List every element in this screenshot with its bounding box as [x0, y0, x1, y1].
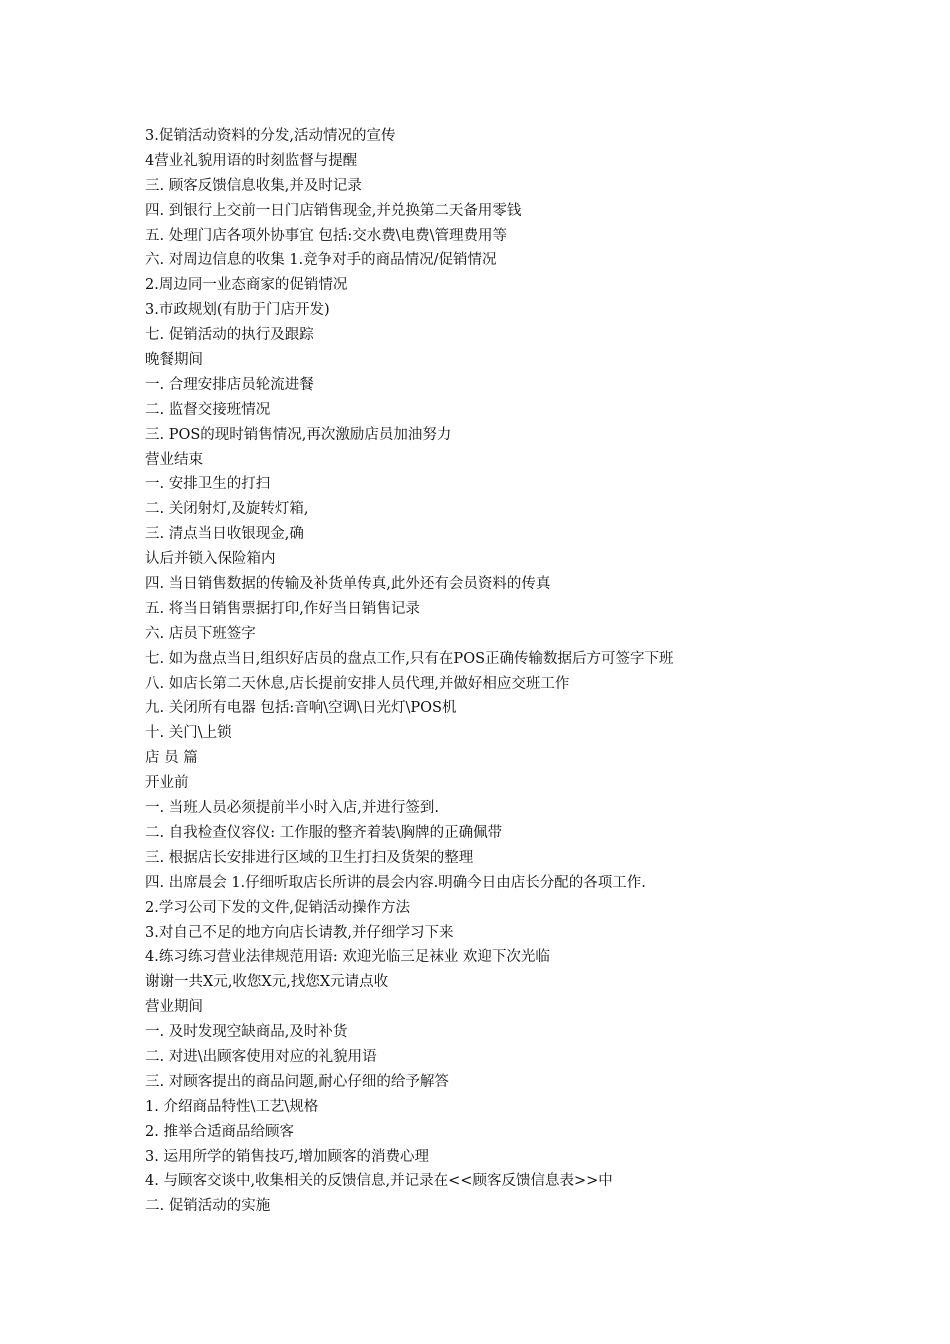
text-line: 二. 自我检查仪容仪: 工作服的整齐着装\胸牌的正确佩带: [145, 824, 503, 841]
text-line: 三. POS的现时销售情况,再次激励店员加油努力: [145, 426, 452, 443]
text-line: 五. 将当日销售票据打印,作好当日销售记录: [145, 600, 420, 617]
text-line: 三. 清点当日收银现金,确: [145, 526, 304, 543]
text-line: 九. 关闭所有电器 包括:音响\空调\日光灯\POS机: [145, 700, 457, 717]
text-line: 八. 如店长第二天休息,店长提前安排人员代理,并做好相应交班工作: [145, 675, 570, 692]
text-line: 3.促销活动资料的分发,活动情况的宣传: [145, 128, 396, 144]
text-line: 六. 店员下班签字: [145, 625, 256, 642]
text-line: 二. 关闭射灯,及旋转灯箱,: [145, 501, 309, 518]
text-line: 3.对自己不足的地方向店长请教,并仔细学习下来: [145, 924, 454, 941]
text-line: 1. 介绍商品特性\工艺\规格: [145, 1098, 319, 1115]
text-line: 三. 根据店长安排进行区域的卫生打扫及货架的整理: [145, 849, 474, 866]
section-heading: 晚餐期间: [145, 352, 203, 369]
text-line: 一. 安排卫生的打扫: [145, 476, 271, 493]
text-line: 4.练习练习营业法律规范用语: 欢迎光临三足袜业 欢迎下次光临: [145, 949, 550, 966]
chapter-heading: 店 员 篇: [145, 750, 198, 767]
text-line: 七. 促销活动的执行及跟踪: [145, 327, 314, 344]
text-line: 四. 当日销售数据的传输及补货单传真,此外还有会员资料的传真: [145, 576, 551, 593]
text-line: 四. 到银行上交前一日门店销售现金,并兑换第二天备用零钱: [145, 202, 522, 219]
text-line: 3. 运用所学的销售技巧,增加顾客的消费心理: [145, 1148, 430, 1165]
text-line: 3.市政规划(有肋于门店开发): [145, 302, 330, 319]
text-line: 2.学习公司下发的文件,促销活动操作方法: [145, 899, 410, 916]
text-line: 一. 合理安排店员轮流进餐: [145, 376, 314, 393]
section-heading: 开业前: [145, 775, 189, 792]
text-line: 三. 顾客反馈信息收集,并及时记录: [145, 177, 362, 194]
text-line: 二. 促销活动的实施: [145, 1198, 271, 1215]
text-line: 二. 监督交接班情况: [145, 401, 271, 418]
text-line: 二. 对进\出顾客使用对应的礼貌用语: [145, 1048, 377, 1065]
text-line: 一. 及时发现空缺商品,及时补货: [145, 1024, 348, 1041]
text-line: 七. 如为盘点当日,组织好店员的盘点工作,只有在POS正确传输数据后方可签字下班: [145, 650, 674, 667]
text-line: 一. 当班人员必须提前半小时入店,并进行签到.: [145, 800, 439, 817]
text-line: 五. 处理门店各项外协事宜 包括:交水费\电费\管理费用等: [145, 227, 507, 244]
text-line: 三. 对顾客提出的商品问题,耐心仔细的给予解答: [145, 1073, 449, 1090]
text-line: 六. 对周边信息的收集 1.竞争对手的商品情况/促销情况: [145, 252, 497, 269]
text-line: 4营业礼貌用语的时刻监督与提醒: [145, 152, 358, 169]
text-line: 认后并锁入保险箱内: [145, 551, 276, 568]
text-line: 四. 出席晨会 1.仔细听取店长所讲的晨会内容.明确今日由店长分配的各项工作.: [145, 874, 646, 891]
text-line: 2. 推举合适商品给顾客: [145, 1123, 294, 1140]
text-line: 谢谢一共X元,收您X元,找您X元请点收: [145, 974, 389, 991]
text-line: 十. 关门\上锁: [145, 725, 232, 742]
text-line: 2.周边同一业态商家的促销情况: [145, 277, 348, 294]
section-heading: 营业期间: [145, 999, 203, 1016]
document-body: [145, 124, 845, 1219]
text-line: 4. 与顾客交谈中,收集相关的反馈信息,并记录在<<顾客反馈信息表>>中: [145, 1173, 613, 1190]
section-heading: 营业结束: [145, 451, 203, 468]
